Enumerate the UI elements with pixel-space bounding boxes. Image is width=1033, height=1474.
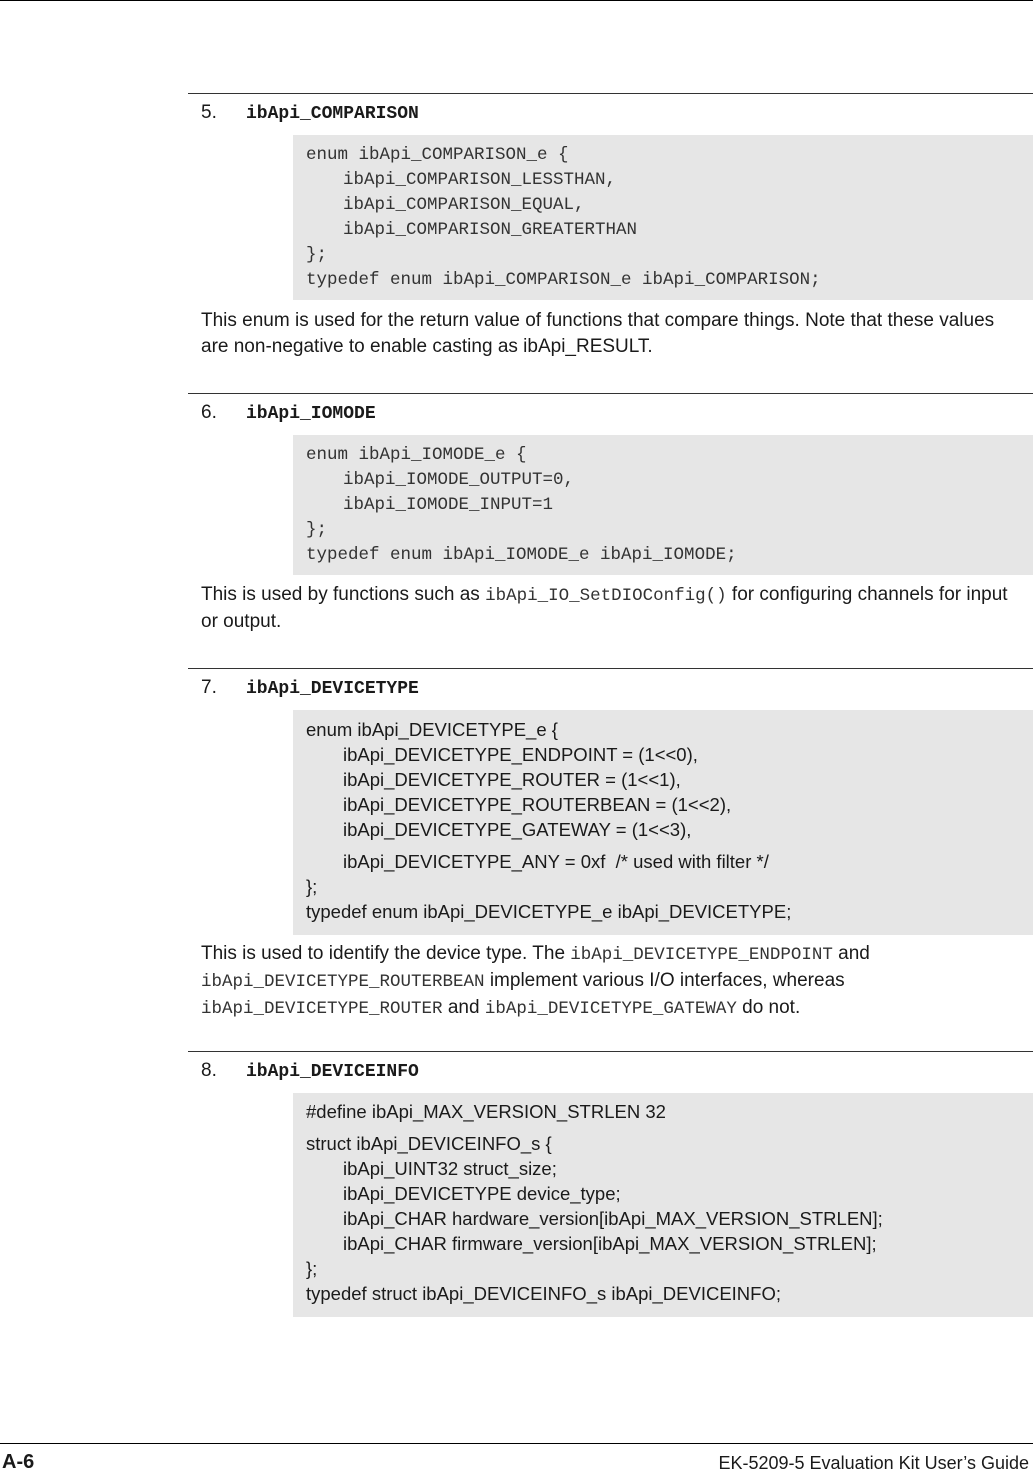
page-number: A-6: [2, 1451, 35, 1473]
description-text: This is used by functions such as: [201, 584, 486, 605]
code-line: ibApi_CHAR hardware_version[ibApi_MAX_VERSION_STRLEN];: [343, 1208, 883, 1229]
section-rule: [188, 93, 1033, 94]
type-reference: ibApi_DEVICETYPE_GATEWAY: [484, 999, 737, 1019]
section-rule: [188, 393, 1033, 394]
code-block: [293, 435, 1033, 575]
description-text: do not.: [736, 997, 801, 1018]
code-line: typedef enum ibApi_IOMODE_e ibApi_IOMODE;: [306, 545, 737, 565]
footer-guide-title: EK-5209-5 Evaluation Kit User’s Guide: [718, 1453, 1029, 1473]
description-text: This enum is used for the return value of functions that compare things. Note that these values are non-negative to enable casting as ibApi_RESULT.: [201, 310, 995, 357]
section-number: 5.: [201, 102, 217, 123]
code-line: ibApi_DEVICETYPE_ROUTERBEAN = (1<<2),: [343, 794, 732, 815]
code-line: struct ibApi_DEVICEINFO_s {: [306, 1133, 552, 1154]
code-line: typedef enum ibApi_DEVICETYPE_e ibApi_DEVICETYPE;: [306, 901, 792, 922]
code-line: ibApi_IOMODE_INPUT=1: [343, 495, 554, 515]
code-line: enum ibApi_COMPARISON_e {: [306, 145, 569, 165]
code-line: };: [306, 1258, 318, 1279]
section-description: [201, 582, 1011, 635]
top-rule: [0, 0, 1033, 1]
function-reference: ibApi_IO_SetDIOConfig(): [485, 586, 727, 606]
code-line: ibApi_DEVICETYPE_GATEWAY = (1<<3),: [343, 819, 692, 840]
code-line: typedef struct ibApi_DEVICEINFO_s ibApi_DEVICEINFO;: [306, 1283, 782, 1304]
code-line: };: [306, 245, 328, 265]
section-description: [201, 941, 1011, 1022]
type-reference: ibApi_DEVICETYPE_ROUTERBEAN: [201, 972, 485, 992]
code-block: [293, 1093, 1033, 1317]
code-line: ibApi_DEVICETYPE_ENDPOINT = (1<<0),: [343, 744, 698, 765]
description-text: and: [832, 943, 870, 964]
section-title: ibApi_DEVICETYPE: [246, 679, 419, 699]
description-text: This is used to identify the device type. The: [201, 943, 571, 964]
section-number: 6.: [201, 402, 217, 423]
section-number: 8.: [201, 1060, 217, 1081]
code-line: enum ibApi_IOMODE_e {: [306, 445, 527, 465]
code-line: ibApi_CHAR firmware_version[ibApi_MAX_VERSION_STRLEN];: [343, 1233, 877, 1254]
code-line: typedef enum ibApi_COMPARISON_e ibApi_COMPARISON;: [306, 270, 821, 290]
code-line: ibApi_COMPARISON_LESSTHAN,: [343, 170, 617, 190]
code-line: ibApi_IOMODE_OUTPUT=0,: [343, 470, 575, 490]
code-line: ibApi_DEVICETYPE device_type;: [343, 1183, 621, 1204]
section-title: ibApi_IOMODE: [246, 404, 376, 424]
code-line: ibApi_COMPARISON_GREATERTHAN: [343, 220, 638, 240]
code-line: ibApi_COMPARISON_EQUAL,: [343, 195, 585, 215]
code-line: };: [306, 876, 318, 897]
description-text: implement various I/O interfaces, whereas: [484, 970, 845, 991]
code-line: };: [306, 520, 328, 540]
section-description: [201, 308, 1011, 360]
code-line: #define ibApi_MAX_VERSION_STRLEN 32: [306, 1101, 666, 1122]
type-reference: ibApi_DEVICETYPE_ENDPOINT: [570, 945, 833, 965]
code-line: ibApi_DEVICETYPE_ROUTER = (1<<1),: [343, 769, 681, 790]
code-line: ibApi_DEVICETYPE_ANY = 0xf /* used with filter */: [343, 851, 769, 872]
section-rule: [188, 668, 1033, 669]
code-block: [293, 135, 1033, 300]
description-text: for configuring channels for input or output.: [201, 584, 1008, 632]
code-line: ibApi_UINT32 struct_size;: [343, 1158, 557, 1179]
section-number: 7.: [201, 677, 217, 698]
section-rule: [188, 1051, 1033, 1052]
code-block: [293, 710, 1033, 935]
footer-rule: [0, 1443, 1033, 1444]
description-text: and: [442, 997, 485, 1018]
type-reference: ibApi_DEVICETYPE_ROUTER: [201, 999, 443, 1019]
code-line: enum ibApi_DEVICETYPE_e {: [306, 719, 558, 740]
section-title: ibApi_COMPARISON: [246, 104, 419, 124]
section-title: ibApi_DEVICEINFO: [246, 1062, 419, 1082]
